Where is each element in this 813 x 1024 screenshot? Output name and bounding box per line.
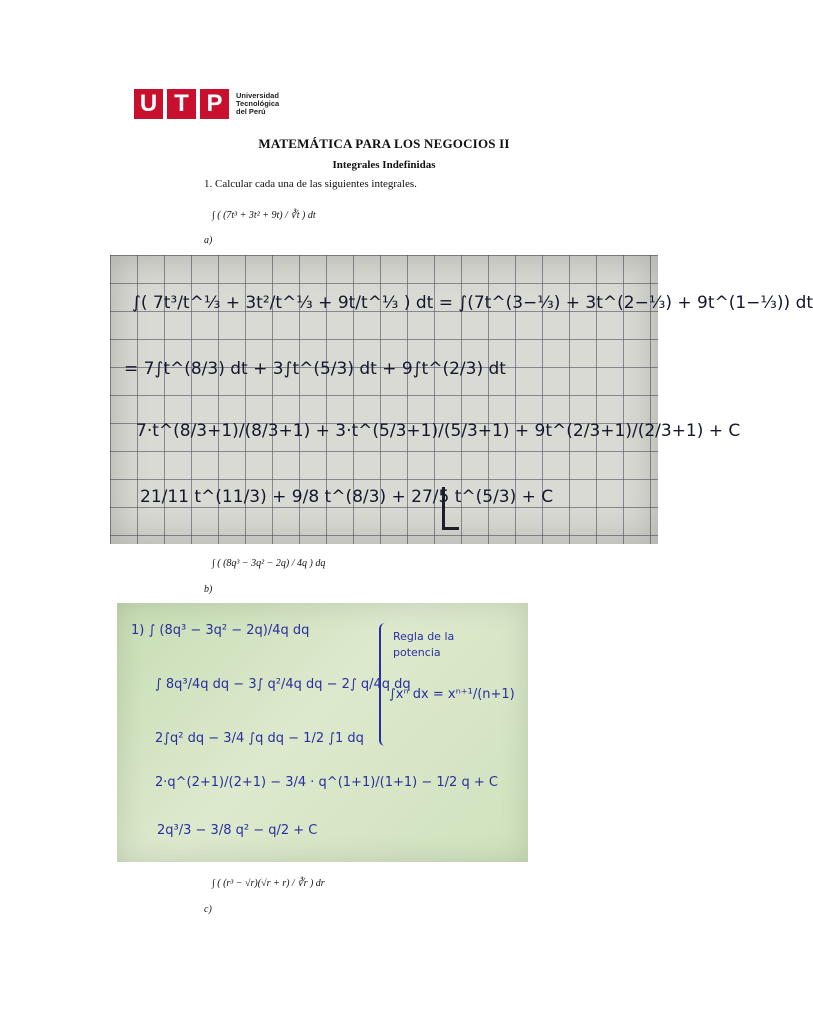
solution-b-line-4: 2·q^(2+1)/(2+1) − 3/4 · q^(1+1)/(1+1) − 1/2 q + C (155, 775, 498, 790)
page-title: MATEMÁTICA PARA LOS NEGOCIOS II (258, 136, 510, 151)
logo-line-1: Universidad (236, 91, 279, 100)
power-rule-formula: ∫xⁿ dx = xⁿ⁺¹/(n+1) (389, 687, 515, 702)
logo-line-2: Tecnológica (236, 99, 280, 108)
solution-b-line-3: 2∫q² dq − 3/4 ∫q dq − 1/2 ∫1 dq (155, 731, 364, 746)
solution-b-line-1: 1) ∫ (8q³ − 3q² − 2q)/4q dq (131, 623, 310, 638)
problem-c-expression: ∫ ( (r³ − √r)(√r + r) / ∛r ) dr (212, 878, 325, 889)
solution-b-line-5: 2q³/3 − 3/8 q² − q/2 + C (157, 823, 318, 838)
result-mark (442, 487, 459, 530)
logo-letter-p: P (200, 89, 229, 119)
logo-line-3: del Perú (236, 107, 266, 116)
power-rule-note (379, 623, 516, 746)
solution-a-line-2: = 7∫t^(8/3) dt + 3∫t^(5/3) dt + 9∫t^(2/3) dt (124, 359, 506, 379)
problem-a-label: a) (204, 235, 213, 246)
problem-c-label: c) (204, 904, 212, 915)
solution-b-photo (117, 603, 528, 862)
utp-logo (134, 89, 279, 119)
page-subtitle: Integrales Indefinidas (332, 159, 436, 171)
problem-b-expression: ∫ ( (8q³ − 3q² − 2q) / 4q ) dq (212, 558, 326, 569)
solution-a-photo (110, 255, 813, 544)
solution-a-line-3: 7·t^(8/3+1)/(8/3+1) + 3·t^(5/3+1)/(5/3+1) + 9t^(2/3+1)/(2/3+1) + C (136, 421, 741, 441)
logo-text (236, 92, 279, 119)
logo-letter-u: U (134, 89, 163, 119)
power-rule-title: Regla de la potencia (393, 630, 455, 659)
problem-a-expression: ∫ ( (7t³ + 3t² + 9t) / ∛t ) dt (212, 210, 316, 221)
instruction-text: 1. Calcular cada una de las siguientes integrales. (204, 178, 417, 190)
solution-b-line-2: ∫ 8q³/4q dq − 3∫ q²/4q dq − 2∫ q/4q dq (155, 677, 411, 692)
problem-b-label: b) (204, 584, 213, 595)
logo-letter-t: T (167, 89, 196, 119)
solution-a-line-4: 21/11 t^(11/3) + 9/8 t^(8/3) + 27/5 t^(5/3) + C (140, 487, 554, 507)
solution-a-line-1: ∫( 7t³/t^⅓ + 3t²/t^⅓ + 9t/t^⅓ ) dt = ∫(7t^(3−⅓) + 3t^(2−⅓) + 9t^(1−⅓)) dt (132, 293, 813, 313)
